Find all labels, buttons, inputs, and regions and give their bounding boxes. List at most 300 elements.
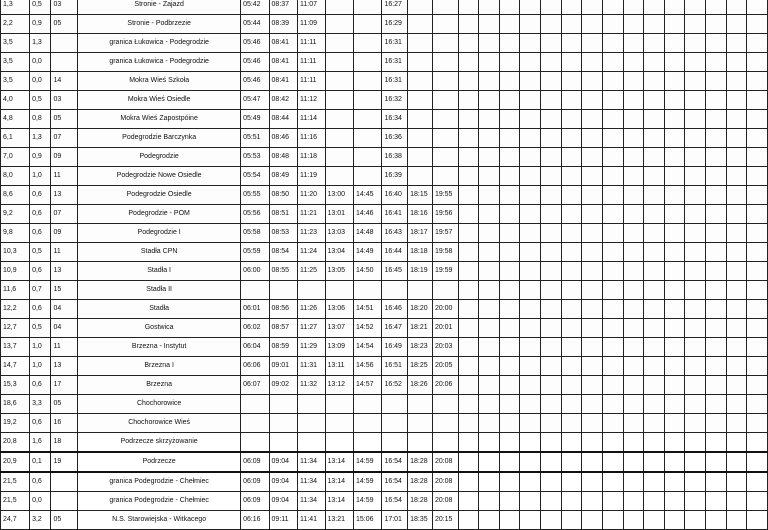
time-cell: 08:48 bbox=[269, 148, 297, 167]
empty-cell bbox=[561, 452, 582, 472]
time-cell: 16:51 bbox=[382, 357, 408, 376]
code-cell: 14 bbox=[51, 72, 78, 91]
time-cell: 05:42 bbox=[241, 0, 269, 15]
distance-cell: 1,3 bbox=[30, 34, 51, 53]
distance-cell: 0,7 bbox=[30, 281, 51, 300]
stop-name-cell: Stronie - Podbrzezie bbox=[78, 15, 241, 34]
time-cell bbox=[458, 319, 479, 338]
time-cell: 06:06 bbox=[241, 357, 269, 376]
empty-cell bbox=[541, 167, 562, 186]
km-cell: 12,2 bbox=[1, 300, 30, 319]
empty-cell bbox=[726, 472, 747, 492]
time-cell bbox=[353, 34, 381, 53]
time-cell: 08:51 bbox=[269, 205, 297, 224]
time-cell: 14:49 bbox=[353, 243, 381, 262]
table-row bbox=[1, 243, 768, 262]
code-cell: 11 bbox=[51, 167, 78, 186]
empty-cell bbox=[747, 472, 768, 492]
empty-cell bbox=[602, 186, 623, 205]
empty-cell bbox=[644, 414, 665, 433]
empty-cell bbox=[541, 511, 562, 530]
time-cell: 19:55 bbox=[432, 186, 458, 205]
time-cell: 14:59 bbox=[353, 492, 381, 511]
table-row bbox=[1, 511, 768, 530]
empty-cell bbox=[726, 414, 747, 433]
time-cell: 08:59 bbox=[269, 338, 297, 357]
empty-cell bbox=[664, 205, 685, 224]
empty-cell bbox=[499, 53, 520, 72]
time-cell bbox=[458, 338, 479, 357]
empty-cell bbox=[582, 395, 603, 414]
empty-cell bbox=[499, 243, 520, 262]
empty-cell bbox=[582, 452, 603, 472]
empty-cell bbox=[561, 15, 582, 34]
empty-cell bbox=[602, 15, 623, 34]
empty-cell bbox=[499, 452, 520, 472]
empty-cell bbox=[705, 281, 726, 300]
code-cell bbox=[51, 34, 78, 53]
km-cell: 4,8 bbox=[1, 110, 30, 129]
empty-cell bbox=[623, 205, 644, 224]
time-cell: 14:46 bbox=[353, 205, 381, 224]
empty-cell bbox=[602, 148, 623, 167]
empty-cell bbox=[602, 262, 623, 281]
empty-cell bbox=[561, 492, 582, 511]
empty-cell bbox=[520, 433, 541, 453]
time-cell bbox=[458, 186, 479, 205]
time-cell bbox=[408, 53, 433, 72]
empty-cell bbox=[705, 511, 726, 530]
km-cell: 8,6 bbox=[1, 186, 30, 205]
time-cell bbox=[432, 129, 458, 148]
time-cell bbox=[458, 357, 479, 376]
time-cell: 05:55 bbox=[241, 186, 269, 205]
km-cell: 3,5 bbox=[1, 34, 30, 53]
empty-cell bbox=[623, 376, 644, 395]
empty-cell bbox=[705, 72, 726, 91]
empty-cell bbox=[602, 433, 623, 453]
empty-cell bbox=[520, 300, 541, 319]
time-cell: 20:03 bbox=[432, 338, 458, 357]
time-cell: 05:58 bbox=[241, 224, 269, 243]
empty-cell bbox=[644, 300, 665, 319]
empty-cell bbox=[705, 243, 726, 262]
empty-cell bbox=[520, 91, 541, 110]
empty-cell bbox=[623, 395, 644, 414]
time-cell bbox=[408, 34, 433, 53]
empty-cell bbox=[623, 492, 644, 511]
empty-cell bbox=[705, 15, 726, 34]
time-cell bbox=[353, 414, 381, 433]
empty-cell bbox=[685, 452, 706, 472]
empty-cell bbox=[664, 224, 685, 243]
empty-cell bbox=[582, 205, 603, 224]
stop-name-cell: Gostwica bbox=[78, 319, 241, 338]
empty-cell bbox=[520, 281, 541, 300]
time-cell: 20:06 bbox=[432, 376, 458, 395]
time-cell bbox=[458, 15, 479, 34]
time-cell: 14:57 bbox=[353, 376, 381, 395]
empty-cell bbox=[520, 243, 541, 262]
time-cell: 05:53 bbox=[241, 148, 269, 167]
distance-cell: 3,3 bbox=[30, 395, 51, 414]
km-cell: 6,1 bbox=[1, 129, 30, 148]
code-cell: 11 bbox=[51, 338, 78, 357]
empty-cell bbox=[726, 319, 747, 338]
empty-cell bbox=[499, 433, 520, 453]
time-cell bbox=[458, 395, 479, 414]
empty-cell bbox=[520, 224, 541, 243]
time-cell bbox=[241, 395, 269, 414]
time-cell: 16:31 bbox=[382, 34, 408, 53]
time-cell bbox=[325, 34, 353, 53]
empty-cell bbox=[541, 452, 562, 472]
empty-cell bbox=[520, 338, 541, 357]
empty-cell bbox=[623, 15, 644, 34]
empty-cell bbox=[582, 300, 603, 319]
time-cell bbox=[325, 110, 353, 129]
empty-cell bbox=[602, 91, 623, 110]
empty-cell bbox=[623, 511, 644, 530]
empty-cell bbox=[541, 129, 562, 148]
empty-cell bbox=[664, 15, 685, 34]
distance-cell: 0,6 bbox=[30, 472, 51, 492]
empty-cell bbox=[685, 167, 706, 186]
time-cell bbox=[325, 433, 353, 453]
time-cell: 16:54 bbox=[382, 452, 408, 472]
empty-cell bbox=[623, 243, 644, 262]
empty-cell bbox=[582, 319, 603, 338]
time-cell: 09:11 bbox=[269, 511, 297, 530]
empty-cell bbox=[623, 300, 644, 319]
empty-cell bbox=[561, 338, 582, 357]
table-row bbox=[1, 433, 768, 453]
empty-cell bbox=[561, 167, 582, 186]
time-cell: 05:56 bbox=[241, 205, 269, 224]
time-cell bbox=[382, 433, 408, 453]
empty-cell bbox=[561, 414, 582, 433]
time-cell: 06:04 bbox=[241, 338, 269, 357]
time-cell: 11:11 bbox=[298, 72, 326, 91]
code-cell: 04 bbox=[51, 319, 78, 338]
table-row bbox=[1, 472, 768, 492]
empty-cell bbox=[499, 338, 520, 357]
code-cell bbox=[51, 53, 78, 72]
empty-cell bbox=[561, 224, 582, 243]
empty-cell bbox=[747, 414, 768, 433]
empty-cell bbox=[520, 186, 541, 205]
time-cell: 08:57 bbox=[269, 319, 297, 338]
table-row bbox=[1, 186, 768, 205]
empty-cell bbox=[664, 110, 685, 129]
empty-cell bbox=[602, 511, 623, 530]
time-cell: 20:08 bbox=[432, 472, 458, 492]
time-cell bbox=[458, 414, 479, 433]
distance-cell: 0,6 bbox=[30, 186, 51, 205]
time-cell: 13:12 bbox=[325, 376, 353, 395]
empty-cell bbox=[644, 0, 665, 15]
empty-cell bbox=[726, 376, 747, 395]
empty-cell bbox=[479, 511, 500, 530]
km-cell: 21,5 bbox=[1, 472, 30, 492]
empty-cell bbox=[705, 110, 726, 129]
distance-cell: 0,6 bbox=[30, 414, 51, 433]
empty-cell bbox=[623, 167, 644, 186]
time-cell: 14:56 bbox=[353, 357, 381, 376]
empty-cell bbox=[747, 129, 768, 148]
time-cell bbox=[432, 53, 458, 72]
empty-cell bbox=[479, 224, 500, 243]
distance-cell: 1,0 bbox=[30, 338, 51, 357]
empty-cell bbox=[499, 300, 520, 319]
empty-cell bbox=[747, 15, 768, 34]
stop-name-cell: Brzezna - Instytut bbox=[78, 338, 241, 357]
empty-cell bbox=[602, 357, 623, 376]
time-cell: 19:58 bbox=[432, 243, 458, 262]
empty-cell bbox=[705, 452, 726, 472]
time-cell: 11:24 bbox=[298, 243, 326, 262]
stop-name-cell: Stadła II bbox=[78, 281, 241, 300]
empty-cell bbox=[499, 167, 520, 186]
time-cell: 18:28 bbox=[408, 452, 433, 472]
stop-name-cell: Podegrodzie Osiedle bbox=[78, 186, 241, 205]
empty-cell bbox=[602, 53, 623, 72]
empty-cell bbox=[644, 186, 665, 205]
time-cell: 16:54 bbox=[382, 472, 408, 492]
time-cell: 11:31 bbox=[298, 357, 326, 376]
empty-cell bbox=[685, 300, 706, 319]
empty-cell bbox=[541, 281, 562, 300]
empty-cell bbox=[644, 281, 665, 300]
time-cell: 13:11 bbox=[325, 357, 353, 376]
empty-cell bbox=[644, 262, 665, 281]
time-cell bbox=[408, 91, 433, 110]
time-cell: 14:52 bbox=[353, 319, 381, 338]
code-cell: 03 bbox=[51, 0, 78, 15]
empty-cell bbox=[602, 72, 623, 91]
time-cell bbox=[458, 91, 479, 110]
empty-cell bbox=[541, 243, 562, 262]
empty-cell bbox=[582, 338, 603, 357]
empty-cell bbox=[479, 34, 500, 53]
empty-cell bbox=[747, 224, 768, 243]
empty-cell bbox=[499, 34, 520, 53]
distance-cell: 1,6 bbox=[30, 433, 51, 453]
empty-cell bbox=[726, 262, 747, 281]
time-cell: 16:38 bbox=[382, 148, 408, 167]
empty-cell bbox=[541, 262, 562, 281]
empty-cell bbox=[561, 433, 582, 453]
stop-name-cell: Brzezna I bbox=[78, 357, 241, 376]
table-row bbox=[1, 91, 768, 110]
empty-cell bbox=[561, 281, 582, 300]
table-row bbox=[1, 110, 768, 129]
table-row bbox=[1, 148, 768, 167]
time-cell: 16:39 bbox=[382, 167, 408, 186]
time-cell bbox=[269, 433, 297, 453]
stop-name-cell: Mokra Wieś Szkoła bbox=[78, 72, 241, 91]
distance-cell: 0,0 bbox=[30, 72, 51, 91]
table-row bbox=[1, 262, 768, 281]
empty-cell bbox=[602, 395, 623, 414]
empty-cell bbox=[541, 433, 562, 453]
km-cell: 4,0 bbox=[1, 91, 30, 110]
stop-name-cell: Brzezna bbox=[78, 376, 241, 395]
empty-cell bbox=[726, 91, 747, 110]
time-cell: 18:25 bbox=[408, 357, 433, 376]
stop-name-cell: N.S. Starowiejska - Witkacego bbox=[78, 511, 241, 530]
empty-cell bbox=[685, 0, 706, 15]
time-cell: 06:09 bbox=[241, 472, 269, 492]
empty-cell bbox=[664, 148, 685, 167]
time-cell bbox=[458, 224, 479, 243]
empty-cell bbox=[644, 395, 665, 414]
time-cell: 05:44 bbox=[241, 15, 269, 34]
time-cell: 11:21 bbox=[298, 205, 326, 224]
empty-cell bbox=[747, 338, 768, 357]
time-cell: 18:26 bbox=[408, 376, 433, 395]
empty-cell bbox=[602, 472, 623, 492]
time-cell bbox=[458, 0, 479, 15]
time-cell bbox=[353, 129, 381, 148]
empty-cell bbox=[561, 72, 582, 91]
distance-cell: 0,0 bbox=[30, 53, 51, 72]
time-cell: 17:01 bbox=[382, 511, 408, 530]
code-cell: 09 bbox=[51, 224, 78, 243]
stop-name-cell: Chochorowice Wieś bbox=[78, 414, 241, 433]
time-cell bbox=[241, 414, 269, 433]
empty-cell bbox=[541, 472, 562, 492]
empty-cell bbox=[520, 414, 541, 433]
time-cell bbox=[458, 53, 479, 72]
time-cell: 11:23 bbox=[298, 224, 326, 243]
empty-cell bbox=[582, 110, 603, 129]
empty-cell bbox=[705, 357, 726, 376]
time-cell: 16:27 bbox=[382, 0, 408, 15]
empty-cell bbox=[541, 186, 562, 205]
empty-cell bbox=[479, 492, 500, 511]
km-cell: 7,0 bbox=[1, 148, 30, 167]
distance-cell: 0,5 bbox=[30, 319, 51, 338]
code-cell: 05 bbox=[51, 110, 78, 129]
empty-cell bbox=[623, 319, 644, 338]
table-row bbox=[1, 205, 768, 224]
empty-cell bbox=[685, 53, 706, 72]
empty-cell bbox=[561, 319, 582, 338]
stop-name-cell: Podegrodzie Barczynka bbox=[78, 129, 241, 148]
time-cell bbox=[325, 91, 353, 110]
stop-name-cell: granica Łukowica - Podegrodzie bbox=[78, 53, 241, 72]
empty-cell bbox=[582, 224, 603, 243]
time-cell: 16:49 bbox=[382, 338, 408, 357]
empty-cell bbox=[520, 492, 541, 511]
time-cell bbox=[458, 511, 479, 530]
empty-cell bbox=[602, 34, 623, 53]
stop-name-cell: Podegrodzie bbox=[78, 148, 241, 167]
empty-cell bbox=[520, 15, 541, 34]
empty-cell bbox=[685, 186, 706, 205]
code-cell: 19 bbox=[51, 452, 78, 472]
empty-cell bbox=[561, 205, 582, 224]
time-cell bbox=[408, 72, 433, 91]
empty-cell bbox=[582, 376, 603, 395]
empty-cell bbox=[685, 472, 706, 492]
time-cell: 08:53 bbox=[269, 224, 297, 243]
empty-cell bbox=[747, 186, 768, 205]
time-cell bbox=[269, 281, 297, 300]
empty-cell bbox=[726, 433, 747, 453]
distance-cell: 0,5 bbox=[30, 91, 51, 110]
time-cell: 06:09 bbox=[241, 492, 269, 511]
stop-name-cell: Mokra Wieś Zapostpóine bbox=[78, 110, 241, 129]
time-cell bbox=[353, 110, 381, 129]
empty-cell bbox=[479, 395, 500, 414]
empty-cell bbox=[520, 395, 541, 414]
stop-name-cell: Stadła CPN bbox=[78, 243, 241, 262]
empty-cell bbox=[623, 281, 644, 300]
time-cell: 20:08 bbox=[432, 452, 458, 472]
time-cell: 13:14 bbox=[325, 492, 353, 511]
km-cell: 15,3 bbox=[1, 376, 30, 395]
distance-cell: 1,3 bbox=[30, 129, 51, 148]
empty-cell bbox=[520, 72, 541, 91]
time-cell bbox=[458, 205, 479, 224]
time-cell: 05:59 bbox=[241, 243, 269, 262]
code-cell: 11 bbox=[51, 243, 78, 262]
empty-cell bbox=[541, 319, 562, 338]
time-cell: 11:14 bbox=[298, 110, 326, 129]
empty-cell bbox=[705, 262, 726, 281]
empty-cell bbox=[561, 511, 582, 530]
empty-cell bbox=[747, 205, 768, 224]
table-row bbox=[1, 53, 768, 72]
empty-cell bbox=[582, 472, 603, 492]
empty-cell bbox=[726, 224, 747, 243]
empty-cell bbox=[479, 15, 500, 34]
empty-cell bbox=[561, 186, 582, 205]
empty-cell bbox=[479, 91, 500, 110]
empty-cell bbox=[726, 53, 747, 72]
empty-cell bbox=[499, 319, 520, 338]
time-cell: 18:15 bbox=[408, 186, 433, 205]
empty-cell bbox=[726, 129, 747, 148]
time-cell bbox=[432, 15, 458, 34]
empty-cell bbox=[561, 472, 582, 492]
empty-cell bbox=[561, 300, 582, 319]
empty-cell bbox=[582, 281, 603, 300]
empty-cell bbox=[644, 72, 665, 91]
time-cell: 13:09 bbox=[325, 338, 353, 357]
empty-cell bbox=[664, 433, 685, 453]
table-row bbox=[1, 319, 768, 338]
time-cell bbox=[432, 0, 458, 15]
empty-cell bbox=[726, 110, 747, 129]
empty-cell bbox=[705, 34, 726, 53]
empty-cell bbox=[602, 243, 623, 262]
code-cell: 05 bbox=[51, 395, 78, 414]
empty-cell bbox=[623, 72, 644, 91]
time-cell bbox=[432, 414, 458, 433]
empty-cell bbox=[747, 148, 768, 167]
time-cell bbox=[353, 53, 381, 72]
empty-cell bbox=[520, 148, 541, 167]
empty-cell bbox=[664, 395, 685, 414]
time-cell bbox=[458, 148, 479, 167]
empty-cell bbox=[499, 511, 520, 530]
time-cell: 18:21 bbox=[408, 319, 433, 338]
empty-cell bbox=[623, 148, 644, 167]
empty-cell bbox=[726, 148, 747, 167]
